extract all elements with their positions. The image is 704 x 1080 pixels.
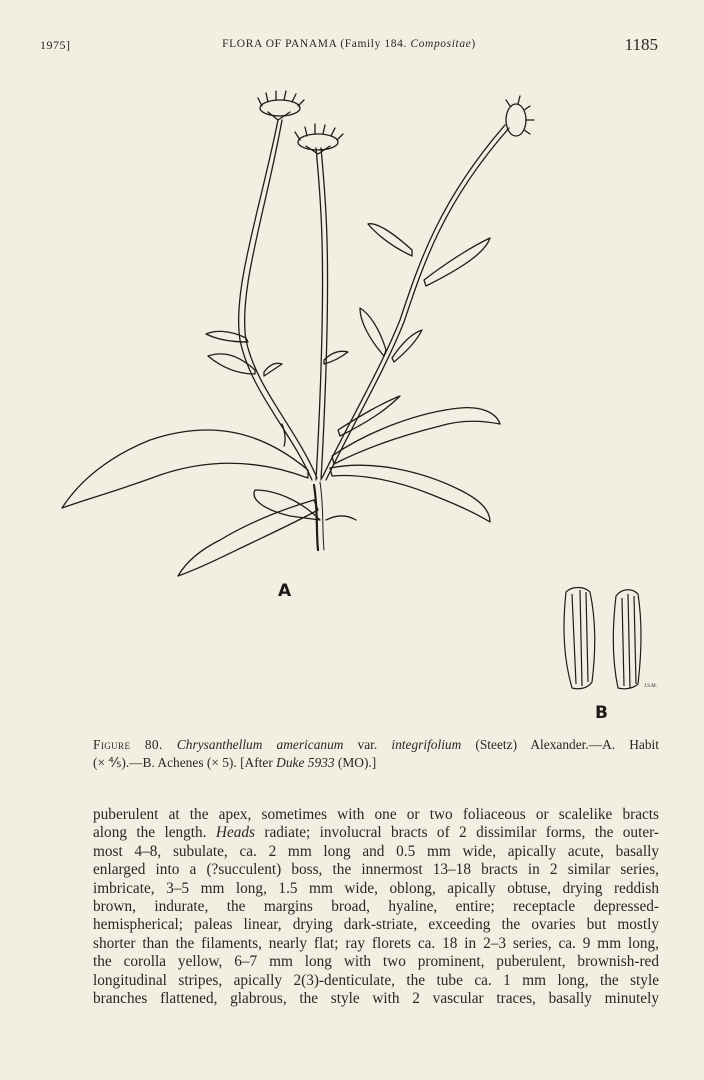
body-line-1: puberulent at the apex, sometimes with one or two foliaceous or scalelike bracts [93, 806, 659, 823]
figure-80-illustration [50, 90, 660, 730]
leaf-small-left [254, 490, 320, 520]
header-title-family: Compositae [410, 38, 472, 50]
caption-line-1 [93, 736, 659, 754]
stem-leaf-1 [208, 354, 255, 374]
flower-head-left [258, 91, 304, 120]
header-title-suffix: ) [471, 38, 476, 50]
body-line-6: brown, indurate, the margins broad, hyaline, entire; receptacle depressed- [93, 898, 659, 916]
caption-line2-a: (× ⅘).—B. Achenes (× 5). [After [93, 755, 273, 770]
basal-leaf-left [62, 430, 308, 508]
page-number: 1185 [624, 35, 658, 54]
leaf-right-mid [332, 408, 500, 464]
header-title-prefix: FLORA OF PANAMA (Family 184. [222, 38, 407, 50]
figure-caption [93, 736, 659, 772]
stem-leaf-6 [368, 224, 412, 256]
achenes-drawing [564, 588, 641, 689]
page-header [40, 36, 658, 56]
caption-variety: integrifolium [391, 737, 462, 752]
flower-head-middle [295, 124, 343, 154]
caption-line2-b: (MO).] [337, 755, 377, 770]
caption-line-2 [93, 755, 376, 770]
artist-mark: J.S.M. [644, 684, 657, 689]
figure-label-a: A [278, 581, 292, 601]
stem-leaf-3 [264, 363, 282, 376]
achene-2 [613, 590, 641, 689]
body-line-5: imbricate, 3–5 mm long, 1.5 mm wide, oblong, apically obtuse, drying reddish [93, 879, 659, 897]
body-line-3: most 4–8, subulate, ca. 2 mm long and 0.5 mm wide, apically acute, basally [93, 842, 659, 860]
caption-figure-ref: Figure 80. [93, 737, 163, 752]
stem-leaf-9 [392, 330, 422, 362]
caption-var: var. [357, 737, 378, 752]
stem-leaf-10 [338, 396, 400, 436]
body-line-11: branches flattened, glabrous, the style with 2 vascular traces, basally minutely [93, 990, 659, 1008]
stem-leaf-7 [424, 238, 490, 286]
flower-head-right [506, 96, 534, 136]
body-line-2a: along the length. [93, 824, 207, 842]
caption-species: Chrysanthellum americanum [176, 737, 344, 752]
habit-drawing [62, 91, 534, 576]
caption-collector: Duke 5933 [276, 755, 335, 770]
header-year: 1975] [40, 38, 71, 52]
body-line-8: shorter than the filaments, nearly flat; ray florets ca. 18 in 2–3 series, ca. 9 mm long, [93, 934, 659, 952]
stem-leaf-8 [360, 308, 386, 356]
body-line-9: the corolla yellow, 6–7 mm long with two prominent, puberulent, brownish-red [93, 953, 659, 971]
stem-leaf-2 [206, 331, 248, 342]
plant-drawing [50, 90, 660, 730]
leaf-small-base [326, 516, 356, 520]
stem-right [322, 125, 505, 478]
body-line-7: hemispherical; paleas linear, drying dark-striate, exceeding the ovaries but mostly [93, 916, 659, 934]
header-title [40, 38, 658, 50]
body-text [93, 806, 659, 1008]
figure-label-b: B [595, 703, 608, 723]
achene-1 [564, 588, 595, 689]
basal-leaf-lower-left [178, 500, 318, 576]
basal-leaf-right [330, 465, 490, 522]
body-heads-word: Heads [215, 824, 255, 842]
body-line-2 [93, 824, 659, 842]
stem-leaf-5 [282, 424, 285, 446]
stem-leaf-4 [324, 351, 348, 364]
body-line-10: longitudinal stripes, apically 2(3)-denticulate, the tube ca. 1 mm long, the style [93, 971, 659, 989]
caption-authority: (Steetz) Alexander.—A. Habit [475, 737, 659, 752]
stem-left [239, 120, 312, 480]
stem-middle [316, 148, 323, 480]
body-line-4: enlarged into a (?succulent) boss, the innermost 13–18 bracts in 2 similar series, [93, 861, 659, 879]
body-line-2b: radiate; involucral bracts of 2 dissimilar forms, the outer- [264, 824, 659, 842]
